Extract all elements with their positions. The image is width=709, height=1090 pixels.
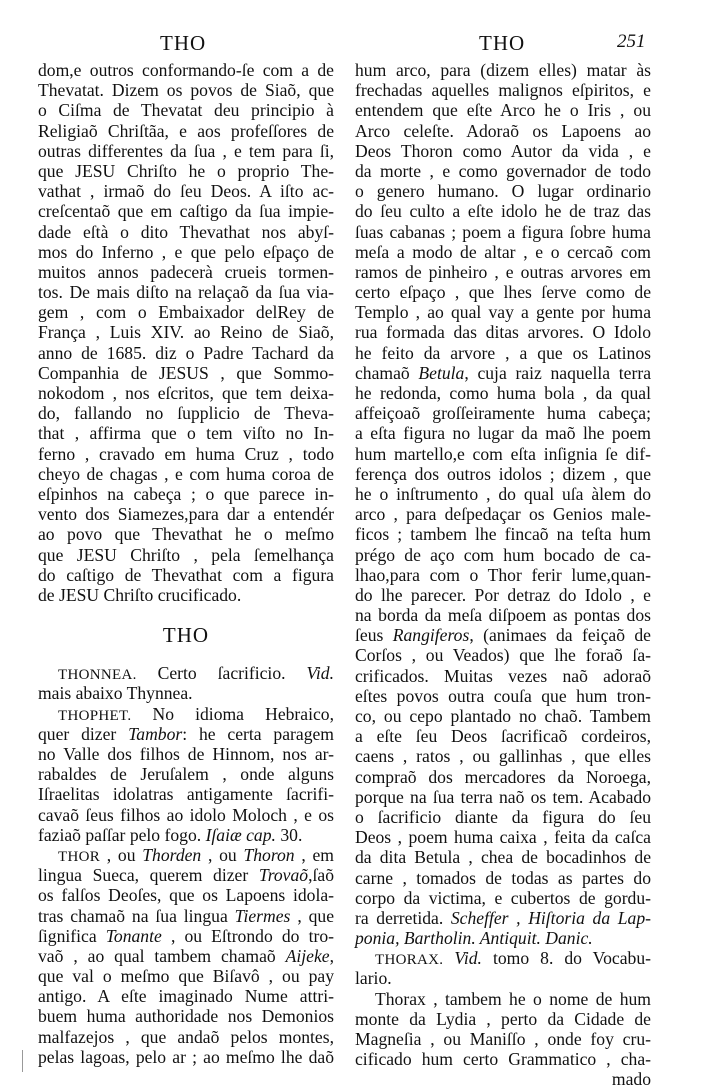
- text: chamaõ: [355, 362, 410, 383]
- text-line: rua formada das ditas arvores. O Idolo: [355, 322, 651, 343]
- text-line: do caſtigo de Thevathat com a figura: [38, 564, 334, 585]
- text: ſignifica: [38, 925, 97, 946]
- text-line: ferença dos outros idolos ; dizem , que: [355, 463, 651, 484]
- text-line: arco , para deſpedaçar os Genios male-: [355, 504, 651, 525]
- entry-thophet: [38, 704, 334, 724]
- text-line: que JESU Chriſto , pela ſemelhança: [38, 544, 334, 565]
- text: , ou Eſtrondo do tro-: [170, 925, 334, 946]
- text-line: creſcentaõ que em caſtigo da ſua impie-: [38, 201, 334, 222]
- text: , (animaes da feiçaõ de: [469, 625, 651, 646]
- entry-thorax: [355, 948, 651, 968]
- text-line: outras differentes da ſua , e tem para ſi,: [38, 140, 334, 161]
- text-line: dade eſtà o dito Thevathat nos abyſ-: [38, 221, 334, 242]
- text-line: do ſeu culto a eſte idolo he de traz das: [355, 201, 651, 222]
- text-line: malfazejos , que andaõ pelos montes,: [38, 1026, 334, 1047]
- text: , cuja raiz naquella terra: [464, 362, 651, 383]
- text-line: meſa a modo de altar , e o cercaõ com: [355, 241, 651, 262]
- text: ra derretida.: [355, 907, 444, 928]
- text-line: pelas lagoas, pelo ar ; ao meſmo lhe daõ: [38, 1046, 334, 1067]
- text-line: ſuas cabanas ; poem a figura ſobre huma: [355, 221, 651, 242]
- section-heading: THO: [162, 623, 210, 648]
- text: tomo 8. do Vocabu-: [492, 948, 651, 969]
- right-column: [355, 60, 651, 1090]
- text-line: carne , tomados de todas as partes do: [355, 867, 651, 888]
- text-line: affeiçoaõ groſſeiramente huma cabeça;: [355, 403, 651, 424]
- left-running-head: THO: [160, 31, 207, 55]
- text-line: no Valle dos filhos de Hinnom, nos ar-: [38, 744, 334, 765]
- right-running-head: THO: [479, 31, 526, 55]
- right-paragraph-lines: [355, 60, 651, 363]
- text-line: ferno , cravado em huma Cruz , todo: [38, 443, 334, 464]
- text-line: França , Luis XIV. ao Reino de Siaõ,: [38, 322, 334, 343]
- cross-reference: Vid.: [454, 948, 482, 969]
- text-line: Companhia de JESUS , que Sommo-: [38, 362, 334, 383]
- text-line: crificados. Muitas vezes naõ adoraõ: [355, 665, 651, 686]
- text: , ou: [207, 844, 237, 865]
- text: : he certa paragem: [182, 723, 334, 744]
- text-line: certo eſpaço , que lhes ſerve como de: [355, 282, 651, 303]
- italic-term: Thorden: [142, 844, 202, 865]
- entry-line: [38, 825, 334, 845]
- text-line: na borda da meſa diſpoem as pontas dos: [355, 605, 651, 626]
- text-line: he feito da arvore , a que os Latinos: [355, 342, 651, 363]
- text-line: eſtes povos outra couſa que hum tron-: [355, 685, 651, 706]
- text-line: o genero humano. O lugar ordinario: [355, 181, 651, 202]
- entry-text: Certo ſacrificio.: [157, 663, 286, 684]
- text-line: Thorax , tambem he o nome de hum: [375, 988, 651, 1009]
- entry-line: [355, 363, 651, 383]
- entry-line: [38, 946, 334, 966]
- text-line: hum arco, para (dizem elles) matar às: [355, 60, 651, 80]
- italic-term: Betula: [418, 362, 465, 383]
- italic-term: Tambor: [128, 723, 183, 744]
- right-paragraph-lines: [355, 383, 651, 625]
- text-line: do, fallando no ſupplicio de Theva-: [38, 403, 334, 424]
- text-line: anno de 1685. diz o Padre Tachard da: [38, 342, 334, 363]
- text: , que: [297, 905, 335, 926]
- text: faziaõ paſſar pelo fogo.: [38, 824, 202, 845]
- citation: Iſaiæ cap.: [205, 824, 276, 845]
- text-line: mos do Inferno , e que pelo eſpaço de: [38, 241, 334, 262]
- text-line: vento dos Siamezes,para dar a entendér: [38, 504, 334, 525]
- text-line: eſpinhos na cabeça ; o que parece in-: [38, 483, 334, 504]
- text-line: corpo da victima, e cubertos de gordu-: [355, 887, 651, 908]
- text: , ou: [106, 844, 136, 865]
- text: , em: [301, 844, 334, 865]
- text-line: Thevatat. Dizem os povos de Siaõ, que: [38, 80, 334, 101]
- text-line: da dita Betula , chea de bocadinhos de: [355, 847, 651, 868]
- entry-line: [38, 906, 334, 926]
- text-line: tos. De mais diſto na relaçaõ da ſua via-: [38, 282, 334, 303]
- text-line: a eſte ſeu Deos ſacrificaõ cordeiros,: [355, 726, 651, 747]
- headword: THORAX.: [375, 952, 444, 969]
- text-line: he o inſtrumento , do qual uſa àlem do: [355, 483, 651, 504]
- text-line: compraõ dos mercadores da Noroega,: [355, 766, 651, 787]
- right-paragraph-lines: [355, 645, 651, 907]
- text-line: gem , com o Embaixador delRey de: [38, 302, 334, 323]
- entry-line: [38, 724, 334, 744]
- entry-line: [355, 625, 651, 645]
- entry-line: [355, 928, 651, 948]
- entry-lines: [355, 989, 651, 1070]
- entry-lines: [38, 744, 334, 825]
- text-line: prégo de aço com hum bocado de ca-: [355, 544, 651, 565]
- entry-line: lario.: [355, 968, 392, 989]
- italic-term: Thoron: [243, 844, 295, 865]
- text: 30.: [280, 824, 303, 845]
- headword: THOR: [58, 848, 101, 865]
- text-line: entendem que eſte Arco he o Iris , ou: [355, 100, 651, 121]
- text: vaõ , ao qual tambem chamaõ: [38, 945, 276, 966]
- citation: Scheffer , Hiſtoria da Lap-: [450, 907, 651, 928]
- text: quer dizer: [38, 723, 117, 744]
- left-paragraph-continuation: [38, 60, 334, 605]
- cross-reference: Vid.: [306, 663, 334, 684]
- text-line: Deos , poem huma caixa , feita da caſca: [355, 827, 651, 848]
- headword: THONNEA.: [58, 667, 137, 684]
- text-line: muitos annos padecerà crueis tormen-: [38, 261, 334, 282]
- text: ,: [329, 945, 334, 966]
- entry-lines: [38, 966, 334, 1067]
- text-line: porque na ſua terra naõ os tem. Acabado: [355, 786, 651, 807]
- text-line: do lhe parecer. Por detraz do Idolo , e: [355, 584, 651, 605]
- text-line: ao povo que Thevathat he o meſmo: [38, 524, 334, 545]
- text-line: Iſraelitas idolatras antigamente ſacrifi-: [38, 784, 334, 805]
- text-line: frechadas aquelles malignos eſpiritos, e: [355, 80, 651, 101]
- text-line: ramos de pinheiro , e outras arvores em: [355, 261, 651, 282]
- text-line: nokodom , nos eſcritos, que tem deixa-: [38, 383, 334, 403]
- text-line: Magneſia , ou Maniſſo , onde foy cru-: [355, 1029, 651, 1049]
- italic-term: Tonante: [105, 925, 162, 946]
- text-line: o ſacrificio diante da figura do ſeu: [355, 806, 651, 827]
- text-line: Templo , ao qual vay a gente por huma: [355, 302, 651, 323]
- catchword: mado: [611, 1069, 651, 1090]
- text-line: monte da Lydia , perto da Cidade de: [355, 1008, 651, 1029]
- text-line: he redonda, como huma bola , da qual: [355, 383, 651, 403]
- text-line: antigo. A eſte imaginado Nume attri-: [38, 986, 334, 1007]
- text-line: lhao,para com o Thor ferir lume,quan-: [355, 564, 651, 585]
- italic-term: Rangiferos: [392, 625, 470, 646]
- text-line: that , affirma que o tem viſto no In-: [38, 423, 334, 444]
- page-number: 251: [617, 31, 646, 52]
- italic-term: Trovaõ: [258, 865, 309, 886]
- entry-text: No idioma Hebraico,: [152, 703, 334, 724]
- text: lingua Sueca, querem dizer: [38, 865, 249, 886]
- text: ,ſaõ: [308, 865, 334, 886]
- left-column: [38, 60, 334, 1067]
- text-line: cheyo de chagas , e com huma coroa de: [38, 463, 334, 484]
- entry-thonnea: [38, 663, 334, 683]
- citation: ponia, Bartholin. Antiquit. Danic.: [355, 928, 593, 949]
- text: ſeus: [355, 625, 384, 646]
- headword: THOPHET.: [58, 707, 132, 724]
- text-line: Arco celeſte. Adoraõ os Lapoens ao: [355, 120, 651, 141]
- text-line: cificado hum certo Grammatico , cha-: [355, 1049, 651, 1070]
- italic-term: Tiermes: [234, 905, 291, 926]
- text-line: cavaõ ſeus filhos ao idolo Moloch , e os: [38, 804, 334, 825]
- italic-term: Aijeke: [285, 945, 330, 966]
- text-line: de JESU Chriſto crucificado.: [38, 584, 242, 605]
- text-line: rabaldes de Jeruſalem , onde alguns: [38, 764, 334, 785]
- text-line: que val o meſmo que Biſavô , ou pay: [38, 966, 334, 987]
- entry-line: [38, 865, 334, 885]
- text-line: da morte , e como governador de todo: [355, 160, 651, 181]
- text-line: vathat , irmaõ do ſeu Deos. A iſto ac-: [38, 181, 334, 202]
- text-line: co, ou cepo plantado no chaõ. Tambem: [355, 706, 651, 726]
- text: tras chamaõ na ſua lingua: [38, 905, 228, 926]
- entry-line: [38, 926, 334, 946]
- text-line: que JESU Chriſto he o proprio The-: [38, 160, 334, 181]
- entry-thor: [38, 845, 334, 865]
- entry-line: mais abaixo Thynnea.: [38, 683, 193, 704]
- text-line: o Ciſma de Thevatat deu principio à: [38, 100, 334, 121]
- entry-line: [355, 908, 651, 928]
- entry-line: os falſos Deoſes, que os Lapoens idola-: [38, 885, 334, 906]
- margin-mark: [22, 1050, 23, 1072]
- text-line: caens , ratos , ou gallinhas , que elles: [355, 746, 651, 767]
- text-line: Corſos , ou Veados) que lhe foraõ ſa-: [355, 645, 651, 666]
- text-line: Religiaõ Chriſtãa, e aos profeſſores de: [38, 120, 334, 141]
- text-line: Deos Thoron como Autor da vida , e: [355, 140, 651, 161]
- text-line: hum martello,e com eſta inſignia ſe dif-: [355, 443, 651, 464]
- text-line: dom,e outros conformando-ſe com a de: [38, 60, 334, 80]
- text-line: buem huma authoridade nos Demonios: [38, 1006, 334, 1027]
- text-line: a eſta figura no lugar da maõ lhe poem: [355, 423, 651, 444]
- text-line: ficos ; tambem lhe fincaõ na teſta hum: [355, 524, 651, 545]
